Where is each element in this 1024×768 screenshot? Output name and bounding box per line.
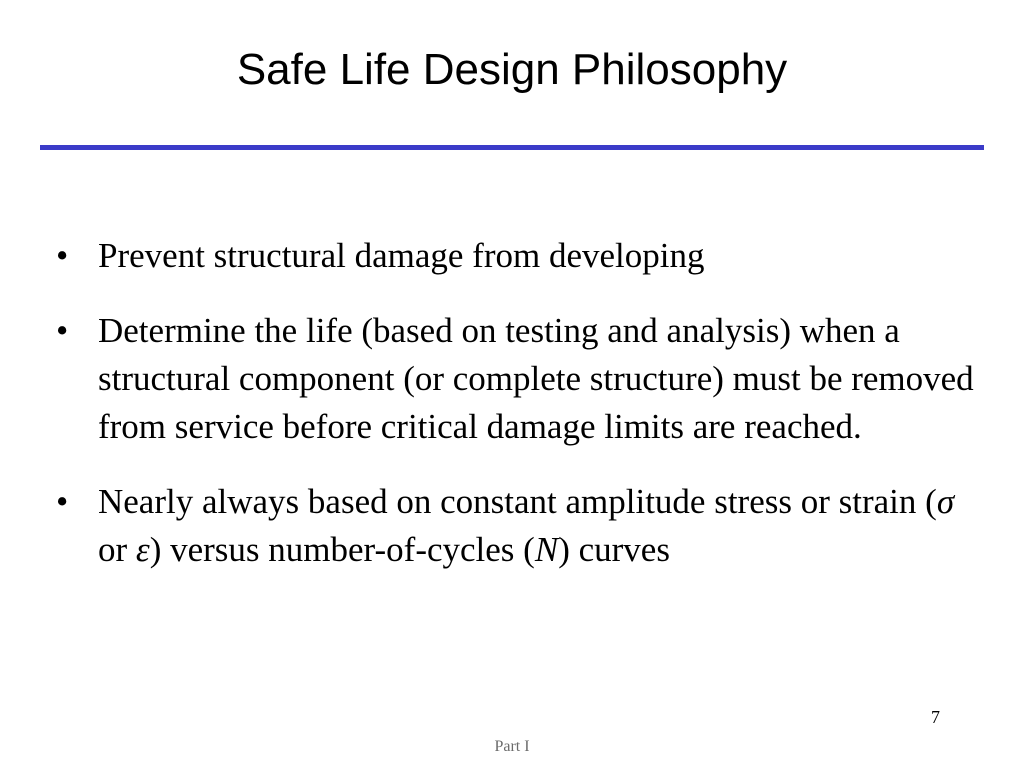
bullet-text-part: Nearly always based on constant amplitude stress or strain ( <box>98 482 937 521</box>
bullet-text: Prevent structural damage from developing <box>98 236 705 275</box>
bullet-text: Determine the life (based on testing and analysis) when a structural component (or complete structure) must be removed from service before critical damage limits are reached. <box>98 311 974 446</box>
bullet-marker: • <box>56 311 69 350</box>
slide-title: Safe Life Design Philosophy <box>236 45 788 94</box>
footer-label: Part I <box>494 738 530 755</box>
sigma-symbol: σ <box>936 482 955 521</box>
n-symbol: N <box>534 530 559 569</box>
epsilon-symbol: ε <box>135 530 150 569</box>
bullet-item <box>56 307 976 451</box>
title-divider <box>40 145 984 150</box>
bullet-item <box>56 478 976 574</box>
bullet-text-part: ) versus number-of-cycles ( <box>149 530 535 569</box>
bullet-marker: • <box>56 482 69 521</box>
bullet-text-part: or <box>98 530 136 569</box>
bullet-marker: • <box>56 236 69 275</box>
bullet-item <box>56 232 976 280</box>
page-number: 7 <box>931 707 940 727</box>
bullet-text-part: ) curves <box>558 530 670 569</box>
bullet-list <box>56 232 976 601</box>
